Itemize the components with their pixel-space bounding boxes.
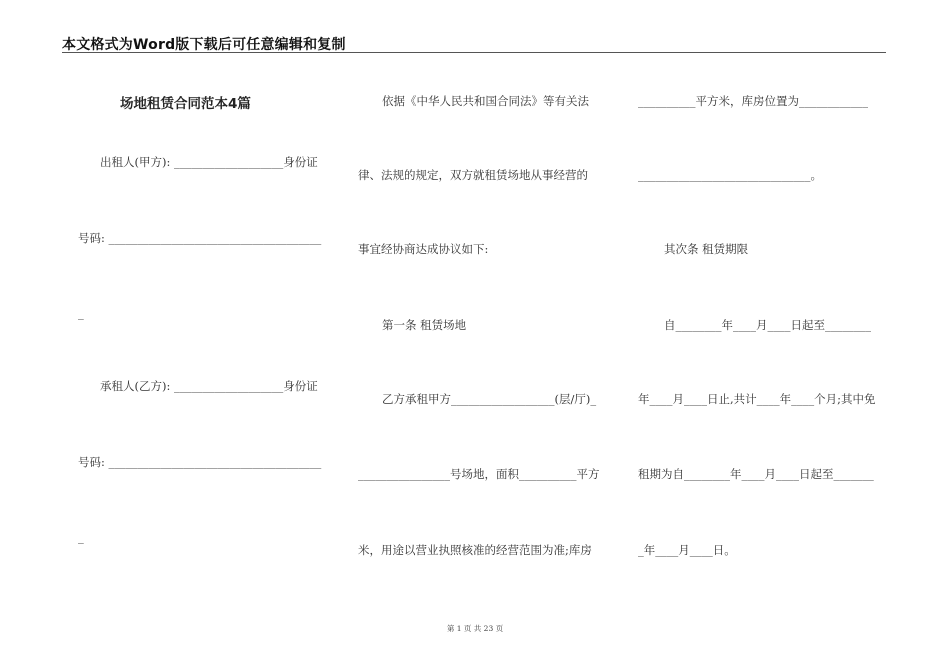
page-footer: 第 1 页 共 23 页 (446, 624, 504, 633)
intro-line: 事宜经协商达成协议如下: (358, 242, 489, 256)
article-2-heading: 其次条 租赁期限 (664, 242, 749, 256)
article-1-line: 乙方承租甲方__________________(层/厅)_ (382, 392, 597, 406)
term-line: 租期为自________年____月____日起至_______ (638, 467, 874, 481)
lessee-id-line: 号码: _____________________________________ (78, 455, 322, 469)
dash-line: _ (78, 306, 84, 320)
term-line: 年____月____日止,共计____年____个月;其中免 (638, 392, 876, 406)
lessor-id-line: 号码: _____________________________________ (78, 231, 322, 245)
term-line: 自________年____月____日起至________ (664, 318, 871, 332)
warehouse-line: ______________________________。 (638, 168, 822, 182)
intro-line: 依据《中华人民共和国合同法》等有关法 (382, 94, 589, 108)
article-1-line: ________________号场地，面积__________平方 (358, 467, 600, 481)
lessor-line: 出租人(甲方): ___________________身份证 (100, 155, 318, 169)
intro-line: 律、法规的规定，双方就租赁场地从事经营的 (358, 168, 588, 182)
dash-line: _ (78, 530, 84, 544)
article-1-heading: 第一条 租赁场地 (382, 318, 467, 332)
lessee-line: 承租人(乙方): ___________________身份证 (100, 379, 318, 393)
article-1-line: 米，用途以营业执照核准的经营范围为准;库房 (358, 543, 592, 557)
header-text: 本文格式为Word版下载后可任意编辑和复制 (62, 37, 346, 53)
term-line: _年____月____日。 (638, 543, 736, 557)
document-title: 场地租赁合同范本4篇 (120, 96, 251, 112)
document-header (62, 34, 886, 53)
warehouse-line: __________平方米，库房位置为____________ (638, 94, 868, 108)
